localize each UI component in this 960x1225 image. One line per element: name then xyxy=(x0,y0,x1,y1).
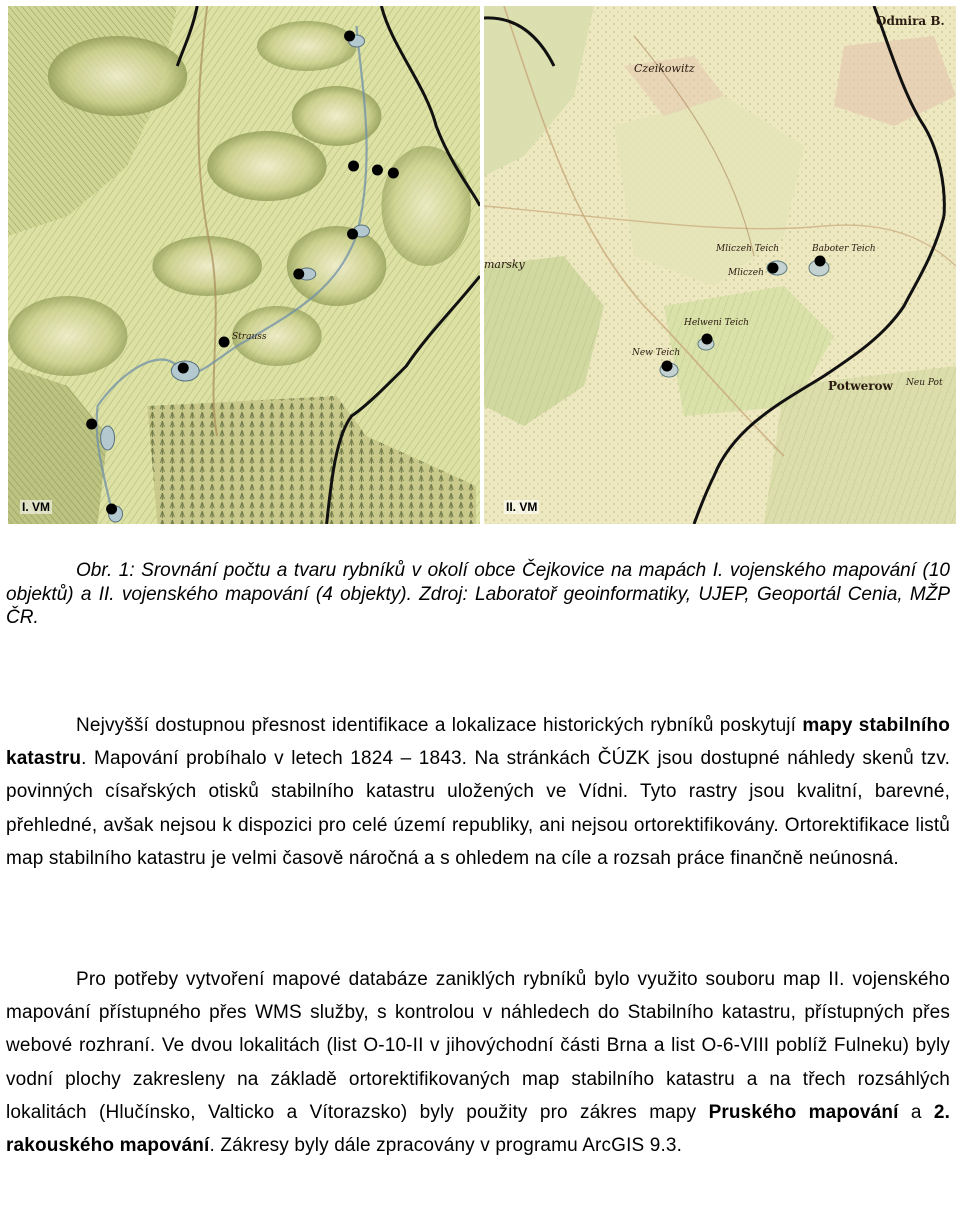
place-label: Mliczeh Teich xyxy=(716,244,780,254)
place-label: Czeikowitz xyxy=(634,62,695,75)
paragraph-text: a xyxy=(898,1101,934,1123)
pond-marker xyxy=(388,168,399,179)
place-label: Odmira B. xyxy=(876,14,945,28)
place-label: Strauss xyxy=(232,332,267,342)
place-label: marsky xyxy=(484,258,525,271)
place-label: Helweni Teich xyxy=(684,318,749,328)
place-label: Potwerow xyxy=(828,379,893,393)
figure-caption xyxy=(6,559,950,630)
map-comparison-figure xyxy=(8,6,956,524)
pond-marker xyxy=(344,31,355,42)
place-label: Baboter Teich xyxy=(812,244,876,254)
map-1-label: I. VM xyxy=(22,500,51,514)
pond-marker xyxy=(86,419,97,430)
pond-marker xyxy=(293,269,304,280)
paragraph-text: . Mapování probíhalo v letech 1824 – 1843. Na stránkách ČÚZK jsou dostupné náhledy skenů tzv. povinných císařských otisků stabilního katastru uložených ve Vídni. Tyto rastry jsou kvalitní, barevné, přehledné, avšak nejsou k dispozici pro celé území republiky, ani nejsou ortorektifikovány. Ortorektifikace listů map stabilního katastru je velmi časově náročná a s ohledem na cíle a rozsah práce finančně neúnosná. xyxy=(6,748,950,869)
caption-text: Obr. 1: Srovnání počtu a tvaru rybníků v okolí obce Čejkovice na mapách I. vojenského mapování (10 objektů) a II. vojenského mapování (4 objekty). Zdroj: Laboratoř geoinformatiky, UJEP, Geoportál Cenia, MŽP ČR. xyxy=(6,560,950,628)
pond-marker xyxy=(372,165,383,176)
place-label: Neu Pot xyxy=(906,378,943,388)
map-2-image xyxy=(484,6,956,524)
emphasis-text: 2. rakouského mapování xyxy=(6,1101,951,1157)
emphasis-text: mapy stabilního katastru xyxy=(6,715,950,770)
pond-marker xyxy=(662,361,673,372)
pond-marker xyxy=(219,337,230,348)
pond-marker xyxy=(348,161,359,172)
second-military-survey-map xyxy=(484,6,956,524)
emphasis-text: Pruského mapování xyxy=(708,1101,899,1123)
pond-marker xyxy=(347,229,358,240)
paragraph-text: Nejvyšší dostupnou přesnost identifikace a lokalizace historických rybníků poskytují xyxy=(76,715,803,736)
paragraph-map-database xyxy=(6,963,950,1162)
place-label: Mliczeh xyxy=(728,268,764,278)
map-1-image xyxy=(8,6,480,524)
map-2-label: II. VM xyxy=(506,500,538,514)
first-military-survey-map xyxy=(8,6,482,524)
pond-marker xyxy=(768,263,779,274)
pond-marker xyxy=(702,334,713,345)
pond-marker xyxy=(106,504,117,515)
paragraph-stable-cadastre xyxy=(6,709,950,875)
pond-marker xyxy=(815,256,826,267)
paragraph-text: Pro potřeby vytvoření mapové databáze zaniklých rybníků bylo využito souboru map II. vojenského mapování přístupného přes WMS služby, s kontrolou v náhledech do Stabilního katastru, přístupných přes webové rozhraní. Ve dvou lokalitách (list O-10-II v jihovýchodní části Brna a list O-6-VIII poblíž Fulneku) byly vodní plochy zakresleny na základě ortorektifikovaných map stabilního katastru a na třech rozsáhlých lokalitách (Hlučínsko, Valticko a Vítorazsko) byly použity pro zákres mapy xyxy=(6,969,950,1123)
place-label: New Teich xyxy=(632,348,681,358)
pond-marker xyxy=(178,363,189,374)
paragraph-text: . Zákresy byly dále zpracovány v programu ArcGIS 9.3. xyxy=(209,1135,683,1157)
